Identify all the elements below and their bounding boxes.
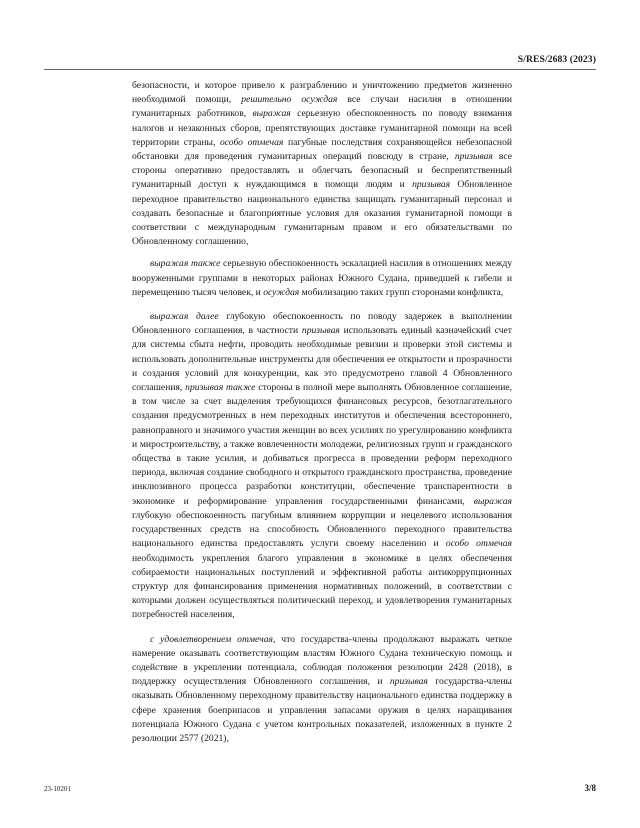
text-run: безопасности, и которое привело к разграблению и уничтожению предметов жизненно необходимой помощи, (132, 80, 512, 106)
operative-phrase: особо отмечая (445, 538, 512, 550)
operative-phrase: выражая (473, 495, 512, 507)
preambular-paragraph (132, 257, 512, 300)
operative-phrase: решительно осуждая (241, 94, 338, 106)
document-code: 23-10201 (44, 785, 71, 793)
preambular-paragraph (132, 633, 512, 747)
header-divider (44, 69, 596, 70)
text-run: все случаи насилия в отношении гуманитарных работников, (132, 94, 512, 120)
text-run: серьезную обеспокоенность по поводу взимания налогов и незаконных сборов, препятствующих доставке гуманитарной помощи на всей территории страны, (132, 108, 512, 148)
page-number: 3/8 (584, 783, 596, 793)
document-body (132, 79, 512, 756)
operative-phrase: выражая также (150, 258, 221, 270)
operative-phrase: с удовлетворением отмечая (150, 633, 273, 645)
operative-phrase: призывая (454, 151, 493, 163)
text-run: глубокую обеспокоенность пагубным влиянием коррупции и нецелевого использования государственных средств на способность Обновленного переходного правительства национального единства предоставлять услуги своему населению и (132, 509, 512, 550)
operative-phrase: осуждая (263, 286, 300, 298)
text-run: необходимость укрепления благого управления в экономике в целях обеспечения собираемости национальных поступлений и эффективной работы антикоррупционных структур для финансирования применения нормативных положений, в соответствии с которыми должен осуществляться политический переход, и удовлетворения гуманитарных потребностей населения, (132, 552, 512, 621)
operative-phrase: призывая (389, 676, 428, 688)
operative-phrase: выражая (252, 108, 291, 120)
text-run: государства-члены оказывать Обновленному переходному правительству национального единства поддержку в сфере хранения боеприпасов и управления запасами оружия в целях наращивания потенциала Южного Судана с учетом контрольных показателей, изложенных в пункте 2 резолюции 2577 (2021), (132, 676, 512, 744)
operative-phrase: особо отмечая (219, 136, 284, 148)
text-run: серьезную обеспокоенность эскалацией насилия в отношениях между вооруженными группами в некоторых районах Южного Судана, приведшей к гибели и перемещению тысяч человек, и (132, 258, 513, 298)
text-run: Обновленное переходное правительство национального единства защищать гуманитарный персонал и создавать безопасные и благоприятные условия для оказания гуманитарной помощи в соответствии с международным гуманитарным правом и его обязательствами по Обновленному соглашению, (132, 179, 513, 248)
operative-phrase: призывая (412, 179, 451, 191)
text-run: стороны в полной мере выполнять Обновленное соглашение, в том числе за счет выделения требующихся финансовых ресурсов, безотлагательного создания предусмотренных в нем переходных институтов и обеспечения всестороннего, равноправного и значимого участия женщин во всех усилиях по урегулированию конфликта и миростроительству, а также вовлеченности молодежи, религиозных групп и гражданского общества в такие усилия, и добиваться прогресса в проведении реформ переходного периода, включая создание свободного и открытого гражданского пространства, проведение инклюзивного процесса разработки конституции, обеспечение транспарентности в экономике и реформирование управления государственными финансами, (132, 382, 512, 507)
operative-phrase: призывая (301, 325, 340, 337)
text-run: все стороны оперативно предоставлять и облегчать безопасный и беспрепятственный гуманитарный доступ к нуждающимся в помощи людям и (132, 151, 512, 191)
preambular-paragraph (132, 310, 512, 622)
operative-phrase: выражая далее (150, 311, 219, 323)
text-run: , что государства-члены продолжают выражать четкое намерение оказывать соответствующим властям Южного Судана техническую помощь и содействие в укреплении потенциала, соблюдая положения резолюции 2428 (2018), в поддержку осуществления Обновленного соглашения, и (132, 633, 512, 688)
operative-phrase: призывая также (185, 382, 256, 394)
text-run: использовать единый казначейский счет для системы сбыта нефти, проводить необходимые ревизии и проверки этой системы и использовать дополнительные инструменты для обеспечения ее открытости и прозрачности и создания условий для конкуренции, как это предусмотрено главой 4 Обновленного соглашения, (132, 325, 512, 394)
paragraph-continuation (132, 79, 512, 249)
text-run: глубокую обеспокоенность по поводу задержек в выполнении Обновленного соглашения, в частности (132, 311, 513, 337)
text-run: пагубные последствия сохраняющейся небезопасной обстановки для проведения гуманитарных операций повсюду в стране, (132, 136, 512, 163)
text-run: мобилизацию таких групп сторонами конфликта, (299, 286, 504, 298)
document-symbol: S/RES/2683 (2023) (517, 54, 596, 65)
